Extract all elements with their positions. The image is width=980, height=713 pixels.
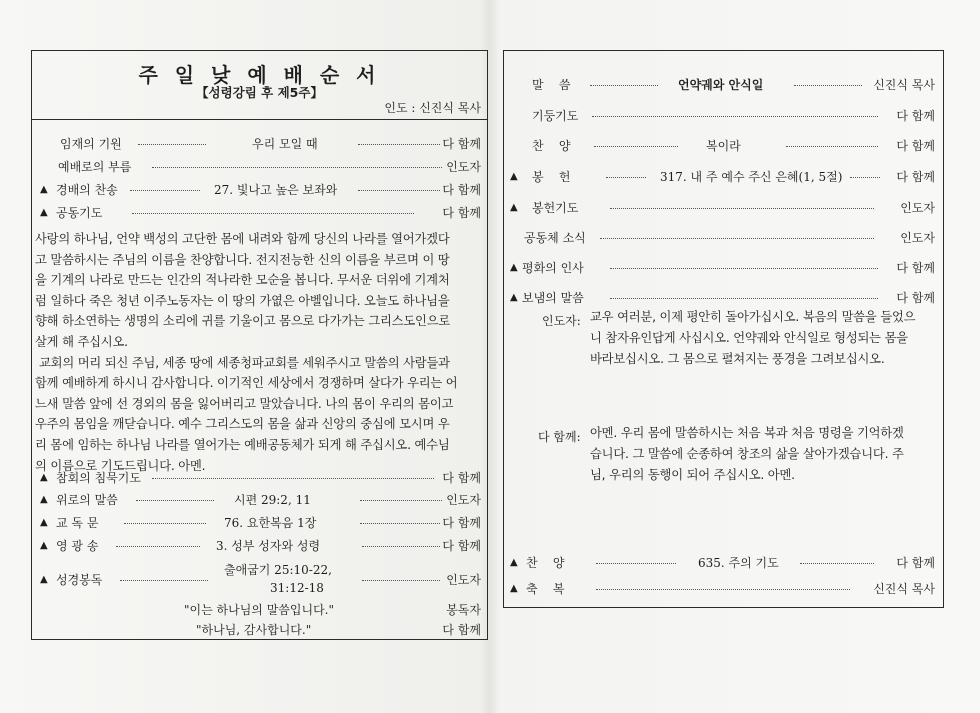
order-item: ▲ 축 복 신진식 목사 [510, 582, 935, 596]
order-item: ▲ 참회의 침묵기도 다 함께 [40, 471, 481, 485]
order-item: 예배로의 부름 인도자 [58, 160, 481, 174]
order-item: ▲ 경배의 찬송 27. 빛나고 높은 보좌와 다 함께 [40, 183, 481, 197]
order-item: ▲ 성경봉독 출애굽기 25:10-22, 31:12-18 인도자 [40, 563, 481, 595]
order-item: 찬 양 복이라 다 함께 [532, 139, 935, 153]
leader-name: 인도 : 신진식 목사 [384, 101, 481, 115]
closing-quote-resp: 봉독자 [446, 603, 481, 617]
common-prayer-text: 사랑의 하나님, 언약 백성의 고단한 몸에 내려와 함께 당신의 나라를 열어가겠다 고 말씀하시는 주님의 이름을 찬양합니다. 전지전능한 신의 이름을 부르며 이 땅 을 기계의 나라로 만드는 인간의 적나라한 모순을 봅니다. 무서운 더위에 기계처 럼 일하다 죽은 청년 이주노동자는 이 땅의 가엾은 아벨입니다. 오늘도 하나님을 향해 하소연하는 생명의 소리에 귀를 기울이고 몸으로 다가가는 그리스도인으로 살게 해 주십시오. 교회의 머리 되신 주님, 세종 땅에 세종청파교회를 세워주시고 말씀의 사람들과 함께 예배하게 하시니 감사합니다. 이기적인 세상에서 경쟁하며 살다가 우리는 어 느새 말씀 앞에 선 경외의 몸을 잃어버리고 말았습니다. 나의 몸이 우리의 몸이고 우주의 몸임을 깨닫습니다. 예수 그리스도의 몸을 삶과 신앙의 중심에 모시며 우 리 몸에 임하는 하나님 나라를 열어가는 예배공동체가 되게 해 주십시오. 예수님 의 이름으로 기도드립니다. 아멘. [35, 232, 458, 473]
order-item: ▲ 봉헌기도 인도자 [510, 201, 935, 215]
order-item: 기둥기도 다 함께 [532, 109, 935, 123]
speaker-congregation: 다 함께: [538, 430, 581, 444]
congregation-response: 아멘. 우리 몸에 말씀하시는 처음 복과 처음 명령을 기억하겠 습니다. 그 말씀에 순종하여 창조의 삶을 살아가겠습니다. 주 님, 우리의 동행이 되어 주십시오. 아멘. [590, 426, 904, 482]
order-item: 임재의 기원 우리 모일 때 다 함께 [60, 137, 481, 151]
order-item: ▲ 공동기도 다 함께 [40, 206, 481, 220]
page-subtitle: 【성령강림 후 제5주】 [196, 85, 323, 100]
order-item: ▲ 봉 헌 317. 내 주 예수 주신 은혜(1, 5절) 다 함께 [510, 170, 935, 184]
closing-quote-resp: 다 함께 [442, 623, 481, 637]
closing-quote: "하나님, 감사합니다." [196, 623, 312, 637]
order-item: ▲ 영 광 송 3. 성부 성자와 성령 다 함께 [40, 539, 481, 553]
divider [32, 119, 487, 120]
order-item: 공동체 소식 인도자 [524, 231, 935, 245]
order-item: ▲ 보냄의 말씀 다 함께 [510, 291, 935, 305]
order-item: 말 씀 언약궤와 안식일 신진식 목사 [532, 78, 935, 92]
worship-order-left-panel [31, 50, 488, 640]
order-item: ▲ 평화의 인사 다 함께 [510, 261, 935, 275]
order-item: ▲ 교 독 문 76. 요한복음 1장 다 함께 [40, 516, 481, 530]
sending-words: 교우 여러분, 이제 평안히 돌아가십시오. 복음의 말씀을 들었으 니 참자유인답게 사십시오. 언약궤와 안식일로 형성되는 몸을 바라보십시오. 그 몸으로 펼쳐지는 풍경을 그려보십시오. [590, 310, 916, 366]
order-item: ▲ 위로의 말씀 시편 29:2, 11 인도자 [40, 493, 481, 507]
page-title: 주 일 낮 예 배 순 서 [138, 63, 381, 87]
worship-order-right-panel [503, 50, 944, 608]
speaker-leader: 인도자: [542, 314, 581, 328]
closing-quote: "이는 하나님의 말씀입니다." [184, 603, 334, 617]
order-item: ▲ 찬 양 635. 주의 기도 다 함께 [510, 556, 935, 570]
